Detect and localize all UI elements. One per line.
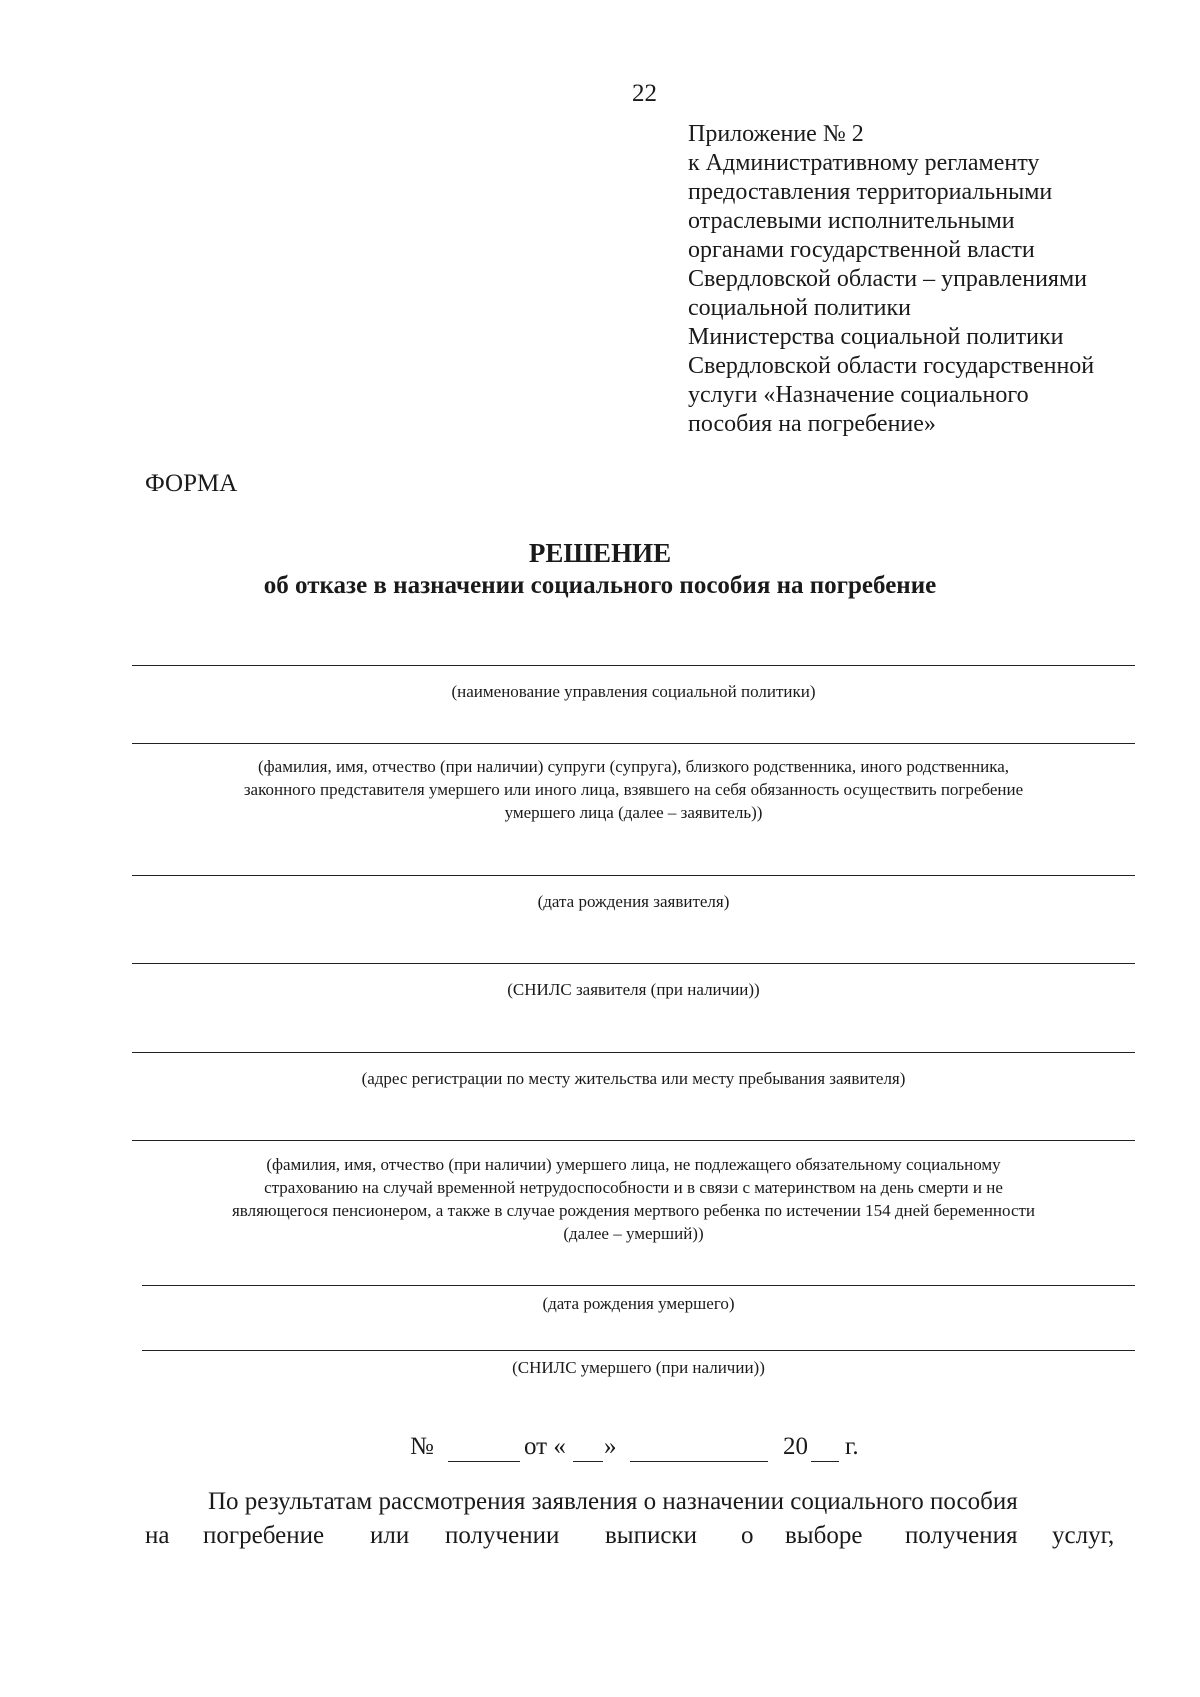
form-label: ФОРМА	[145, 470, 238, 497]
year-suffix: г.	[845, 1433, 859, 1460]
caption-applicant-name: (фамилия, имя, отчество (при наличии) супруги (супруга), близкого родственника, иного родственника, законного представителя умершего или иного лица, взявшего на себя обязанность осуществить погребение умершего лица (далее – заявитель))	[243, 757, 1024, 822]
appendix-line: Министерства социальной политики	[688, 324, 1064, 350]
field-line-deceased-snils[interactable]	[142, 1350, 1135, 1351]
caption-deceased-birthdate: (дата рождения умершего)	[542, 1294, 735, 1313]
appendix-line: органами государственной власти	[688, 237, 1035, 263]
number-blank[interactable]	[448, 1461, 520, 1462]
paragraph-word: услуг,	[1052, 1522, 1115, 1549]
appendix-line: Свердловской области государственной	[688, 353, 1095, 379]
appendix-line: Свердловской области – управлениями	[688, 266, 1087, 292]
quote-close: »	[604, 1433, 617, 1460]
appendix-note	[688, 120, 1148, 439]
paragraph-line-1: По результатам рассмотрения заявления о назначении социального пособия	[208, 1488, 1018, 1515]
appendix-line: пособия на погребение»	[688, 411, 936, 437]
field-line-deceased-birthdate[interactable]	[142, 1285, 1135, 1286]
caption-deceased-name: (фамилия, имя, отчество (при наличии) умершего лица, не подлежащего обязательному социальному страхованию на случай временной нетрудоспособности и в связи с материнством на день смерти и не являющегося пенсионером, а также в случае рождения мертвого ребенка по истечении 154 дней беременности (далее – умерший))	[231, 1155, 1036, 1243]
day-blank[interactable]	[573, 1461, 603, 1462]
caption-applicant-address: (адрес регистрации по месту жительства или месту пребывания заявителя)	[361, 1069, 906, 1088]
number-sign: №	[410, 1433, 434, 1460]
month-blank[interactable]	[630, 1461, 768, 1462]
caption-applicant-snils: (СНИЛС заявителя (при наличии))	[507, 980, 760, 999]
document-subtitle: об отказе в назначении социального пособия на погребение	[263, 572, 937, 599]
field-line-applicant-address[interactable]	[132, 1052, 1135, 1053]
year-blank[interactable]	[811, 1461, 839, 1462]
paragraph-word: или	[370, 1522, 410, 1549]
appendix-line: Приложение № 2	[688, 121, 864, 147]
paragraph-word: выборе	[785, 1522, 863, 1549]
field-line-applicant-birthdate[interactable]	[132, 875, 1135, 876]
page-number: 22	[632, 80, 657, 107]
appendix-line: отраслевыми исполнительными	[688, 208, 1015, 234]
year-prefix: 20	[783, 1433, 808, 1460]
caption-deceased-snils: (СНИЛС умершего (при наличии))	[512, 1358, 765, 1377]
appendix-line: предоставления территориальными	[688, 179, 1053, 205]
caption-management: (наименование управления социальной политики)	[451, 682, 816, 701]
paragraph-word: погребение	[203, 1522, 325, 1549]
paragraph-word: выписки	[605, 1522, 697, 1549]
from-label: от «	[524, 1433, 566, 1460]
field-line-applicant-name[interactable]	[132, 743, 1135, 744]
field-line-applicant-snils[interactable]	[132, 963, 1135, 964]
paragraph-word: на	[145, 1522, 170, 1549]
field-line-deceased-name[interactable]	[132, 1140, 1135, 1141]
appendix-line: к Административному регламенту	[688, 150, 1040, 176]
appendix-line: социальной политики	[688, 295, 911, 321]
appendix-line: услуги «Назначение социального	[688, 382, 1029, 408]
paragraph-word: получения	[905, 1522, 1018, 1549]
field-line-management[interactable]	[132, 665, 1135, 666]
caption-applicant-birthdate: (дата рождения заявителя)	[537, 892, 730, 911]
paragraph-word: о	[741, 1522, 754, 1549]
document-title: РЕШЕНИЕ	[528, 538, 672, 568]
paragraph-word: получении	[445, 1522, 560, 1549]
